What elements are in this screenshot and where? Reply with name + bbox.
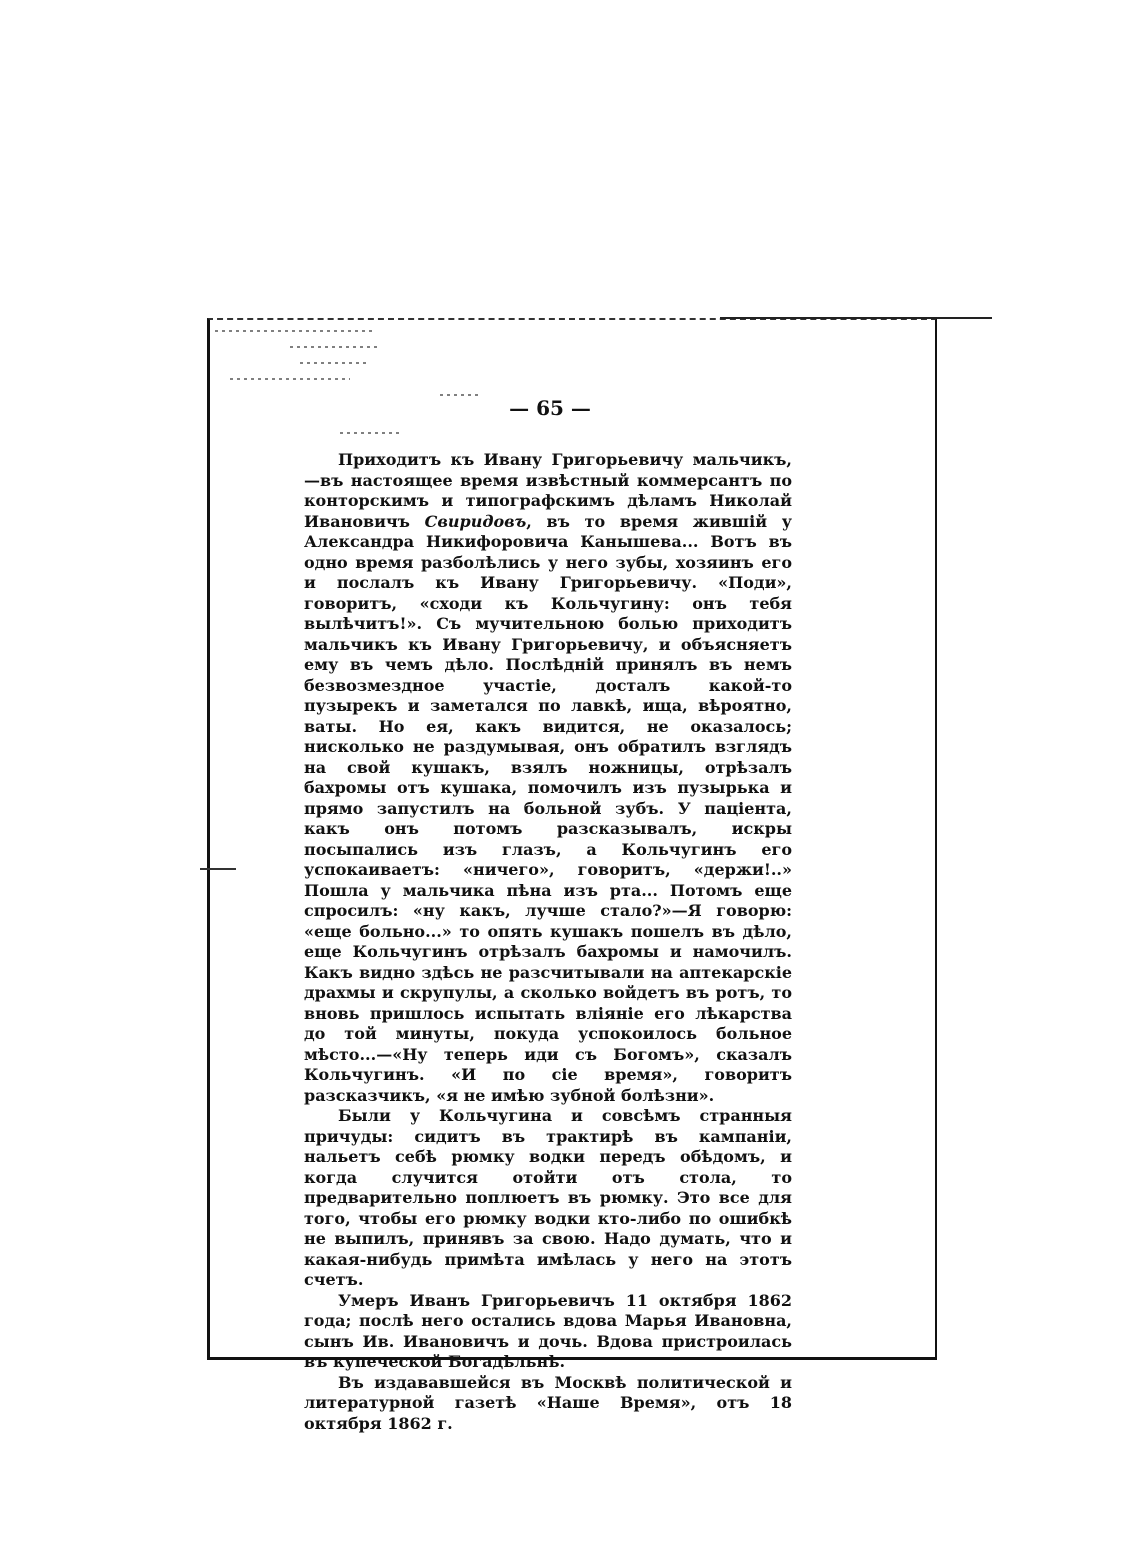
scan-smudge	[300, 362, 370, 364]
paragraph-1-part-2: , въ то время жившій у Александра Никифоровича Канышева... Вотъ въ одно время разболѣлись у него зубы, хозяинъ его и послалъ къ Ивану Григорьевичу. «Поди», говоритъ, «сходи къ Кольчугину: онъ тебя вылѣчитъ!». Съ мучительною болью приходитъ мальчикъ къ Ивану Григорьевичу, и объясняетъ ему въ чемъ дѣло. Послѣдній принялъ въ немъ безвозмездное участіе, досталъ какой-то пузырекъ и заметался по лавкѣ, ища, вѣроятно, ваты. Но ея, какъ видится, не оказалось; нисколько не раздумывая, онъ обратилъ взглядъ на свой кушакъ, взялъ ножницы, отрѣзалъ бахромы отъ кушака, помочилъ изъ пузырька и прямо запустилъ на больной зубъ. У паціента, какъ онъ потомъ разсказывалъ, искры посыпались изъ глазъ, а Кольчугинъ его успокаиваетъ: «ничего», говоритъ, «держи!..» Пошла у мальчика пѣна изъ рта... Потомъ еще спросилъ: «ну какъ, лучше стало?»—Я говорю: «еще больно...» то опять кушакъ пошелъ въ дѣло, еще Кольчугинъ отрѣзалъ бахромы и намочилъ. Какъ видно здѣсь не разсчитывали на аптекарскіе драхмы и скрупулы, а сколько войдетъ въ ротъ, то вновь пришлось испытать вліяніе его лѣкарства до той минуты, покуда успокоилось больное мѣсто...—«Ну теперь иди съ Богомъ», сказалъ Кольчугинъ. «И по сіе время», говоритъ разсказчикъ, «я не имѣю зубной болѣзни».	[304, 511, 792, 1105]
paragraph-3	[304, 1291, 792, 1373]
page-number: — 65 —	[509, 396, 591, 420]
scan-smudge	[290, 346, 380, 348]
page-border-top-extension	[720, 317, 992, 319]
paragraph-3-text: Умеръ Иванъ Григорьевичъ 11 октября 1862 года; послѣ него остались вдова Марья Ивановна, сынъ Ив. Ивановичъ и дочь. Вдова пристроилась въ купеческой Богадѣльнѣ.	[304, 1290, 792, 1371]
margin-mark	[200, 868, 236, 870]
scan-smudge	[340, 432, 400, 434]
body-text	[304, 450, 792, 1434]
paragraph-4-text: Въ издававшейся въ Москвѣ политической и литературной газетѣ «Наше Время», отъ 18 октября 1862 г.	[304, 1372, 792, 1433]
scan-smudge	[440, 394, 480, 396]
scan-smudge	[230, 378, 350, 380]
paragraph-2	[304, 1106, 792, 1291]
paragraph-1-part-1: Приходитъ къ Ивану Григорьевичу мальчикъ,—въ настоящее время извѣстный коммерсантъ по конторскимъ и типографскимъ дѣламъ Николай Ивановичъ	[304, 450, 792, 531]
paragraph-2-text: Были у Кольчугина и совсѣмъ странныя причуды: сидитъ въ трактирѣ въ кампаніи, нальетъ себѣ рюмку водки передъ обѣдомъ, и когда случится отойти отъ стола, то предварительно поплюетъ въ рюмку. Это все для того, чтобы его рюмку водки кто-либо по ошибкѣ не выпилъ, принявъ за свою. Надо думать, что и какая-нибудь примѣта имѣлась у него на этотъ счетъ.	[304, 1106, 792, 1289]
paragraph-4	[304, 1373, 792, 1435]
scan-smudge	[215, 330, 375, 332]
person-name-italic: Свиридовъ	[424, 511, 527, 531]
paragraph-1	[304, 450, 792, 1106]
